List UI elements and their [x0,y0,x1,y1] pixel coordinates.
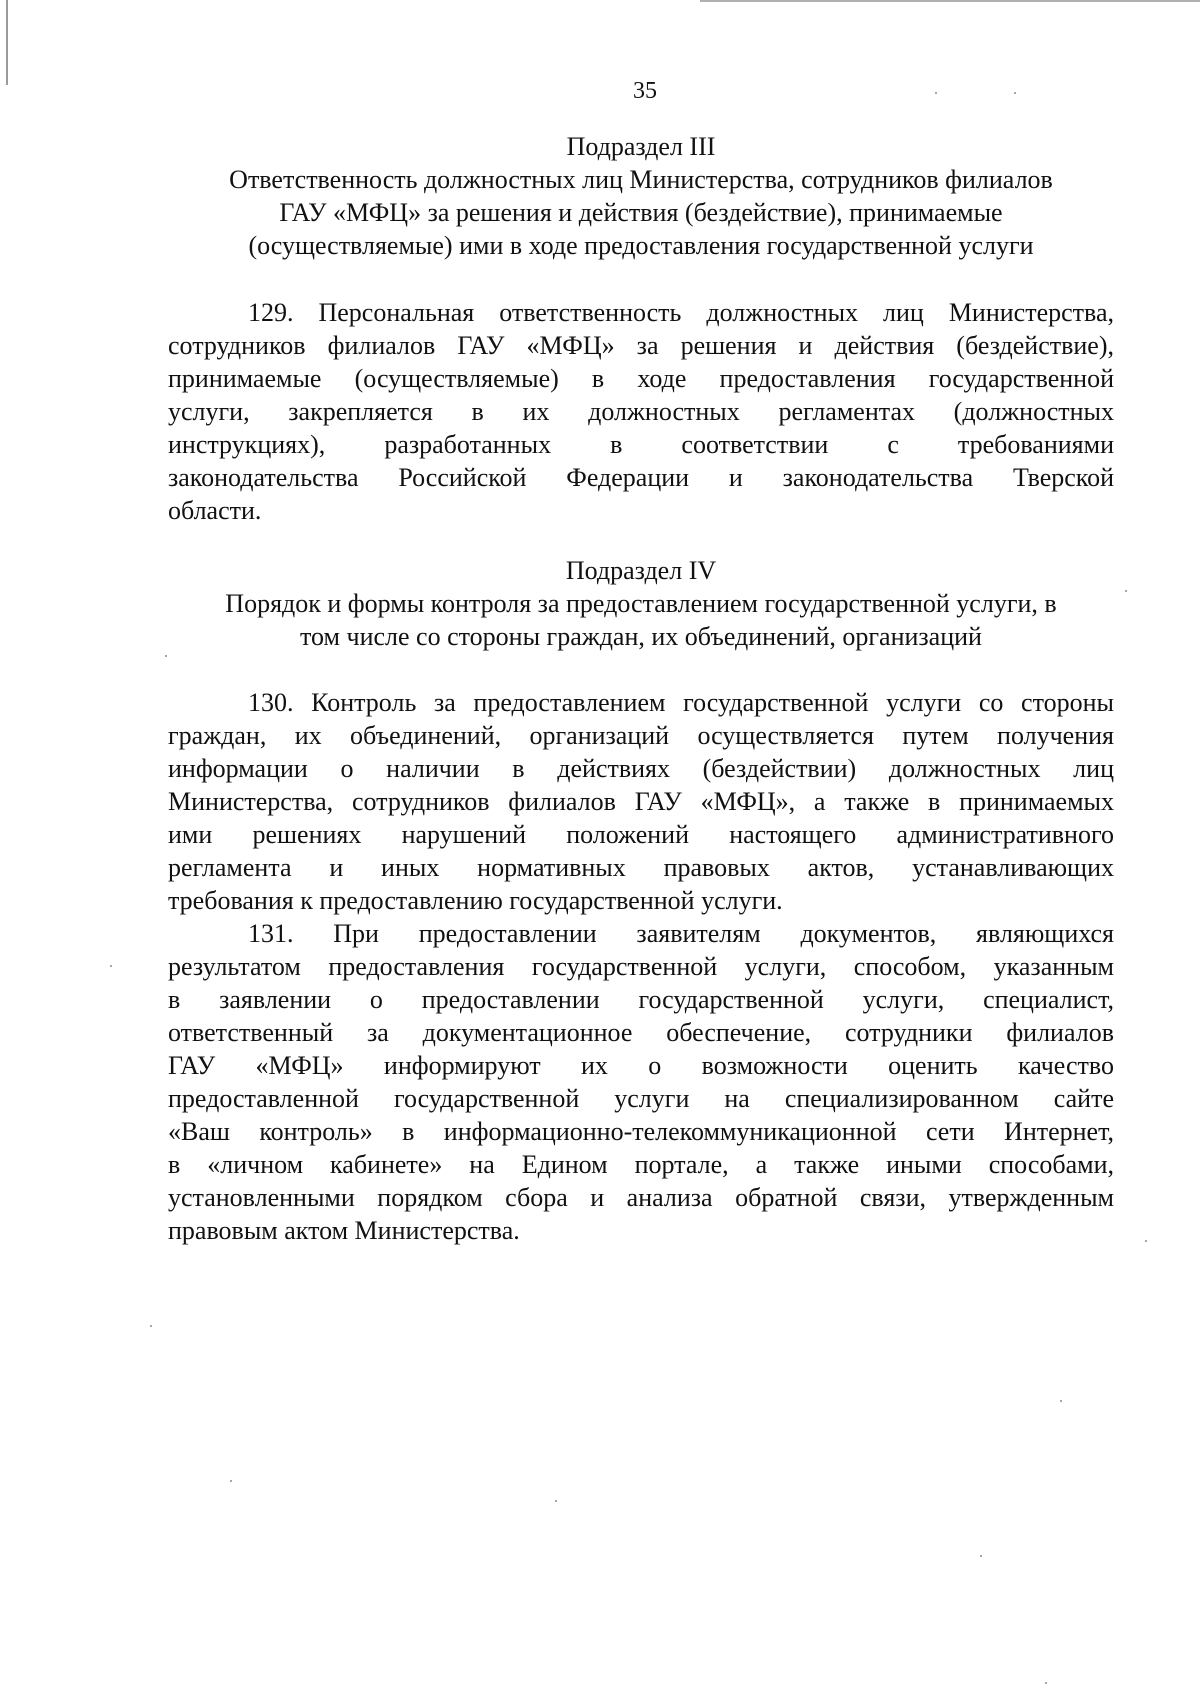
paragraph-line: результатом предоставления государственной услуги, способом, указанным [168,952,1114,981]
paragraph-line: предоставленной государственной услуги на специализированном сайте [168,1084,1114,1113]
paragraph-line: требования к предоставлению государственной услуги. [168,886,783,915]
section-3-heading-line: Ответственность должностных лиц Министерства, сотрудников филиалов [229,165,1053,194]
scan-speck [555,1500,557,1502]
scan-speck [1014,92,1016,94]
section-3-heading-line: (осуществляемые) ими в ходе предоставления государственной услуги [248,231,1034,260]
paragraph-line: «Ваш контроль» в информационно-телекоммуникационной сети Интернет, [168,1117,1114,1146]
scan-speck [1045,1682,1047,1684]
paragraph-line: правовым актом Министерства. [168,1216,520,1245]
section-4-heading-line: Порядок и формы контроля за предоставлением государственной услуги, в [225,589,1057,618]
scan-speck [1145,1240,1147,1242]
scan-speck [935,92,937,94]
paragraph-line: установленными порядком сбора и анализа обратной связи, утвержденным [168,1183,1114,1212]
section-3-heading [168,130,1114,262]
paragraph-line: принимаемые (осуществляемые) в ходе предоставления государственной [168,364,1114,393]
paragraph-line: Министерства, сотрудников филиалов ГАУ «МФЦ», а также в принимаемых [168,787,1114,816]
scan-edge-top [700,0,1200,2]
paragraph-line: сотрудников филиалов ГАУ «МФЦ» за решения и действия (бездействие), [168,331,1114,360]
paragraph-line: области. [168,496,262,525]
paragraph-line: 130. Контроль за предоставлением государственной услуги со стороны [248,688,1114,717]
paragraph-line: информации о наличии в действиях (бездействии) должностных лиц [168,754,1114,783]
paragraph-line: законодательства Российской Федерации и законодательства Тверской [168,463,1114,492]
paragraph-129 [168,296,1114,527]
section-4-title: Подраздел IV [565,556,717,585]
section-3-heading-line: ГАУ «МФЦ» за решения и действия (бездействие), принимаемые [279,198,1003,227]
scan-speck [110,965,112,967]
paragraph-line: услуги, закрепляется в их должностных регламентах (должностных [168,397,1114,426]
paragraph-line: ГАУ «МФЦ» информируют их о возможности оценить качество [168,1051,1114,1080]
paragraph-line: инструкциях), разработанных в соответствии с требованиями [168,430,1114,459]
paragraph-line: граждан, их объединений, организаций осуществляется путем получения [168,721,1114,750]
paragraph-line: в заявлении о предоставлении государственной услуги, специалист, [168,985,1114,1014]
section-4-heading-line: том числе со стороны граждан, их объединений, организаций [300,622,982,651]
paragraph-line: 129. Персональная ответственность должностных лиц Министерства, [248,298,1114,327]
paragraph-line: ими решениях нарушений положений настоящего административного [168,820,1114,849]
paragraph-line: регламента и иных нормативных правовых актов, устанавливающих [168,853,1114,882]
scan-speck [980,1555,982,1557]
section-3-title: Подраздел III [566,132,716,161]
page-number: 35 [633,78,657,104]
paragraph-line: ответственный за документационное обеспечение, сотрудники филиалов [168,1018,1114,1047]
scan-edge-left [6,0,8,85]
paragraph-131 [168,917,1114,1247]
scan-speck [230,1480,232,1482]
scan-speck [1060,1400,1062,1402]
section-4-heading [168,554,1114,653]
scan-speck [150,1325,152,1327]
paragraph-line: 131. При предоставлении заявителям документов, являющихся [248,919,1114,948]
paragraph-line: в «личном кабинете» на Едином портале, а также иными способами, [168,1150,1114,1179]
paragraph-130 [168,686,1114,917]
scan-speck [165,655,167,657]
scan-speck [1125,590,1127,592]
